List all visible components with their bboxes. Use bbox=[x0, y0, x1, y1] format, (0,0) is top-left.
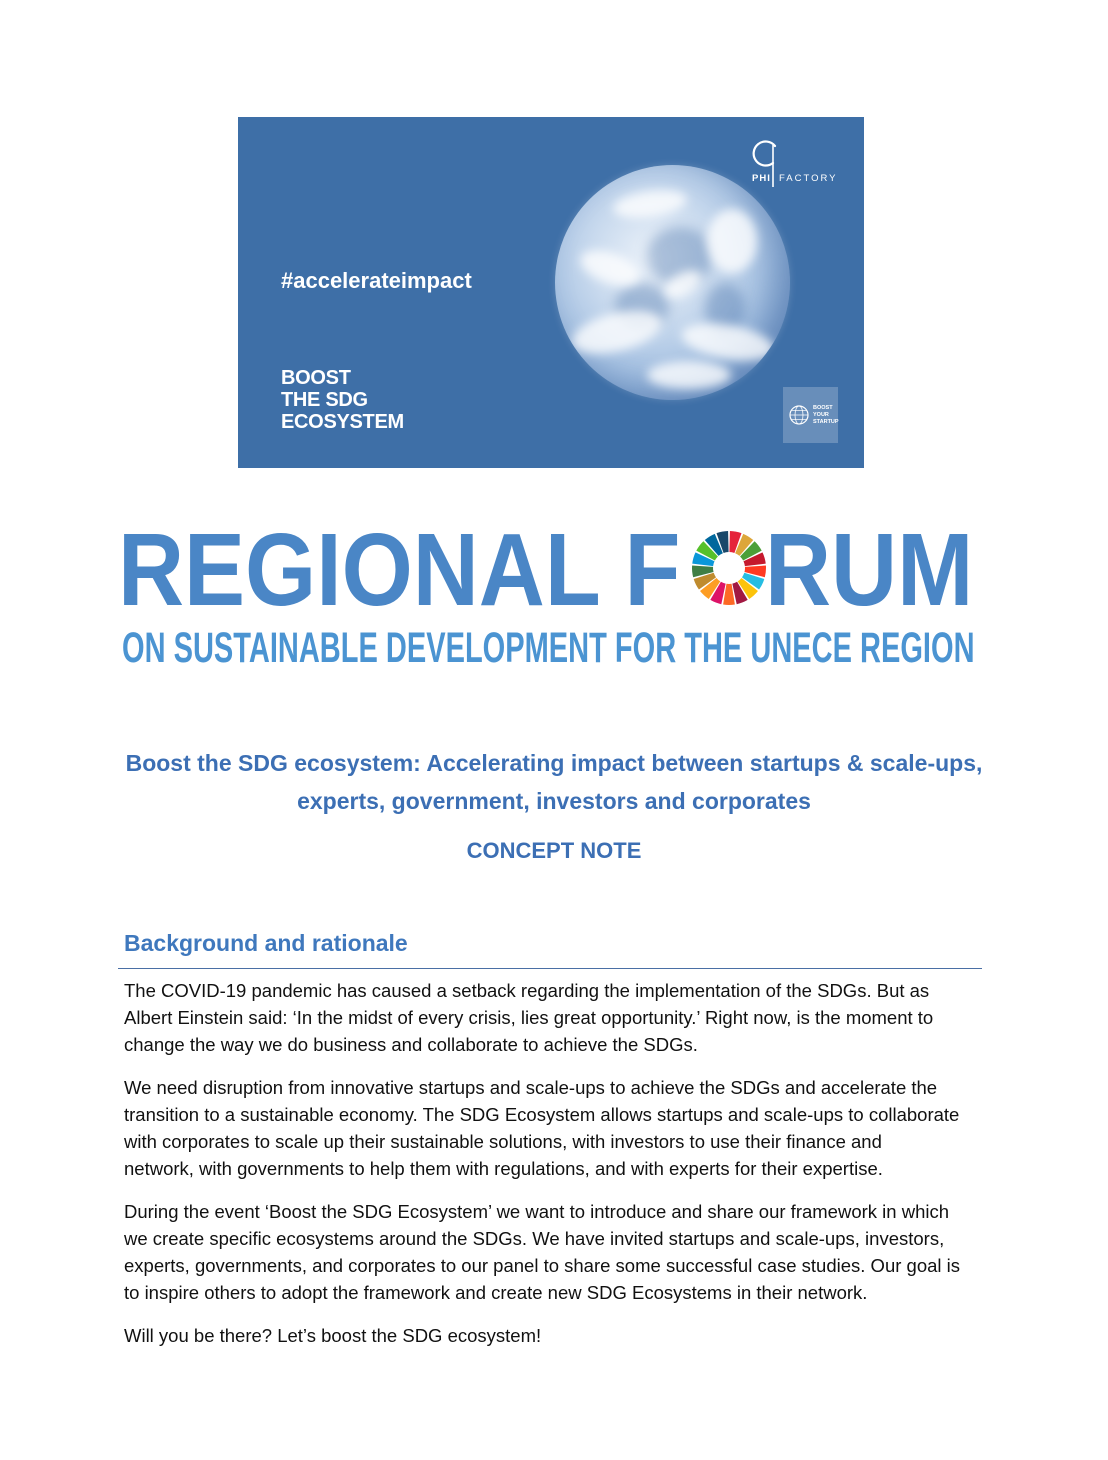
logo-text-line: BOOST bbox=[813, 405, 833, 411]
boost-your-startup-logo-text bbox=[813, 405, 839, 426]
text-line: During the event ‘Boost the SDG Ecosystem’ we want to introduce and share our framework in which bbox=[124, 1201, 950, 1222]
boost-your-startup-logo bbox=[783, 387, 838, 443]
text-line: change the way we do business and collaborate to achieve the SDGs. bbox=[124, 1034, 698, 1055]
event-title-line: experts, government, investors and corporates bbox=[297, 788, 811, 814]
paragraph bbox=[124, 1198, 1024, 1306]
globe-cloud bbox=[707, 209, 757, 273]
globe-cloud bbox=[647, 361, 731, 389]
logo-text-line: YOUR bbox=[813, 412, 829, 418]
heading-divider bbox=[118, 968, 982, 969]
paragraph bbox=[124, 977, 1024, 1058]
event-title bbox=[0, 744, 1108, 820]
logo-text-line: STARTUP bbox=[813, 419, 839, 425]
globe-cloud bbox=[568, 302, 666, 361]
text-line: We need disruption from innovative startups and scale-ups to achieve the SDGs and accelerate the bbox=[124, 1077, 938, 1098]
forum-subtitle: ON SUSTAINABLE DEVELOPMENT FOR THE UNECE REGION bbox=[122, 624, 975, 672]
paragraph bbox=[124, 1322, 1024, 1349]
campaign-line: ECOSYSTEM bbox=[281, 411, 404, 433]
text-line: Will you be there? Let’s boost the SDG ecosystem! bbox=[124, 1325, 542, 1346]
campaign-line: BOOST bbox=[281, 367, 351, 389]
phi-logo-text: FACTORY bbox=[779, 173, 838, 184]
sdg-wheel-icon bbox=[691, 530, 767, 606]
forum-title-part: REGIONAL F bbox=[118, 512, 681, 627]
text-line: The COVID-19 pandemic has caused a setback regarding the implementation of the SDGs. But as bbox=[124, 980, 930, 1001]
forum-title-part: RUM bbox=[765, 512, 974, 627]
globe-cloud bbox=[679, 317, 777, 367]
text-line: transition to a sustainable economy. The SDG Ecosystem allows startups and scale-ups to collaborate bbox=[124, 1104, 960, 1125]
phi-logo-text: PHI bbox=[752, 173, 771, 184]
text-line: with corporates to scale up their sustainable solutions, with investors to use their finance and bbox=[124, 1131, 882, 1152]
campaign-line: THE SDG bbox=[281, 389, 368, 411]
section-body bbox=[124, 977, 1024, 1365]
banner-hashtag: #accelerateimpact bbox=[281, 268, 472, 293]
event-title-line: Boost the SDG ecosystem: Accelerating impact between startups & scale-ups, bbox=[125, 750, 983, 776]
event-banner bbox=[238, 117, 864, 468]
banner-campaign-title bbox=[281, 367, 404, 433]
text-line: network, with governments to help them with regulations, and with experts for their expertise. bbox=[124, 1158, 883, 1179]
section-heading: Background and rationale bbox=[124, 930, 408, 956]
document-type-label: CONCEPT NOTE bbox=[466, 838, 642, 863]
text-line: experts, governments, and corporates to our panel to share some successful case studies. Our goal is bbox=[124, 1255, 961, 1276]
paragraph bbox=[124, 1074, 1024, 1182]
text-line: Albert Einstein said: ‘In the midst of every crisis, lies great opportunity.’ Right now, is the moment to bbox=[124, 1007, 934, 1028]
globe-icon bbox=[788, 404, 810, 426]
text-line: to inspire others to adopt the framework and create new SDG Ecosystems in their network. bbox=[124, 1282, 868, 1303]
earth-globe-image bbox=[555, 165, 790, 400]
text-line: we create specific ecosystems around the SDGs. We have invited startups and scale-ups, investors, bbox=[124, 1228, 945, 1249]
globe-cloud bbox=[612, 186, 689, 222]
